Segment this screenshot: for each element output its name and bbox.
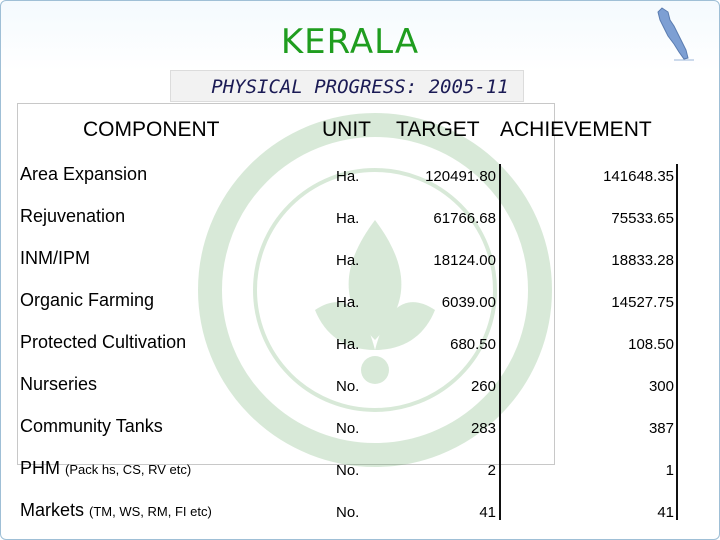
row-component: Community Tanks [20, 416, 163, 436]
row-target: 61766.68 [433, 210, 496, 227]
row-target: 41 [479, 504, 496, 521]
row-unit: No. [336, 420, 360, 437]
row-component-note: (Pack hs, CS, RV etc) [65, 462, 192, 477]
row-unit: No. [336, 504, 360, 521]
row-component: Protected Cultivation [20, 332, 187, 352]
row-component: Nurseries [20, 374, 98, 394]
row-component: Rejuvenation [20, 206, 126, 226]
row-unit: Ha. [336, 210, 360, 227]
row-component: INM/IPM [20, 248, 90, 268]
row-target: 6039.00 [441, 294, 496, 311]
column-header-achievement: ACHIEVEMENT [500, 118, 652, 141]
row-achievement: 300 [648, 378, 674, 395]
column-divider-achievement [676, 164, 678, 520]
row-target: 2 [487, 462, 496, 479]
row-unit: No. [336, 462, 360, 479]
row-achievement: 18833.28 [611, 252, 674, 269]
row-component-note: (TM, WS, RM, FI etc) [89, 504, 212, 519]
page-subtitle: PHYSICAL PROGRESS: 2005-11 [211, 76, 509, 98]
column-header-component: COMPONENT [83, 118, 220, 141]
row-achievement: 387 [648, 420, 674, 437]
nhm-emblem-watermark [195, 110, 555, 470]
row-target: 680.50 [450, 336, 496, 353]
row-target: 120491.80 [425, 168, 496, 185]
row-achievement: 108.50 [628, 336, 674, 353]
row-achievement: 141648.35 [603, 168, 674, 185]
column-header-target: TARGET [396, 118, 480, 141]
row-component: PHM [20, 458, 60, 478]
page-title: KERALA [280, 22, 420, 62]
row-target: 18124.00 [433, 252, 496, 269]
row-unit: Ha. [336, 252, 360, 269]
row-achievement: 75533.65 [611, 210, 674, 227]
row-unit: No. [336, 378, 360, 395]
row-achievement: 14527.75 [611, 294, 674, 311]
row-achievement: 41 [657, 504, 674, 521]
row-component: Organic Farming [20, 290, 155, 310]
column-divider-target [499, 164, 501, 520]
kerala-map-icon [648, 4, 696, 62]
row-unit: Ha. [336, 168, 360, 185]
column-header-unit: UNIT [322, 118, 371, 141]
row-component: Area Expansion [20, 164, 148, 184]
row-target: 283 [470, 420, 496, 437]
row-achievement: 1 [665, 462, 674, 479]
row-target: 260 [470, 378, 496, 395]
row-unit: Ha. [336, 294, 360, 311]
row-component: Markets [20, 500, 85, 520]
row-unit: Ha. [336, 336, 360, 353]
